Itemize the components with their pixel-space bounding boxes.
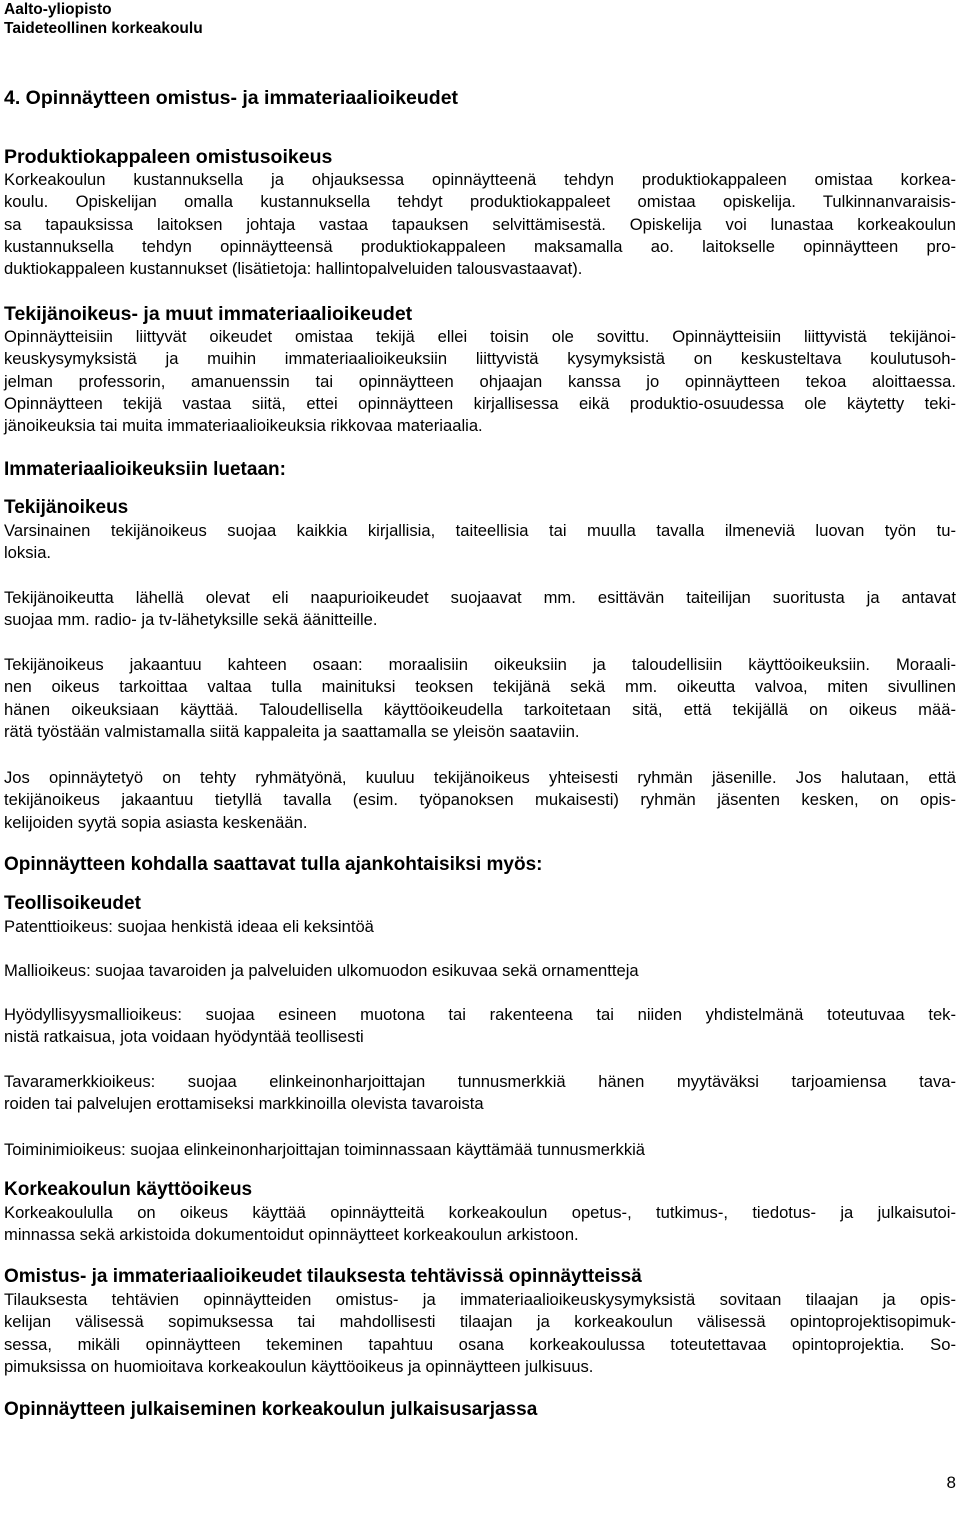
section-block-industrial-rights	[4, 892, 956, 938]
paragraph-line: jänoikeuksia tai muita immateriaalioikeuksia rikkovaa materiaalia.	[4, 416, 483, 436]
paragraph-design-right	[4, 960, 956, 982]
paragraph-line: Korkeakoululla on oikeus käyttää opinnäytteitä korkeakoulun opetus-, tutkimus-, tiedotus- ja julkaisutoi-	[4, 1203, 956, 1222]
paragraph-line: sessa, mikäli opinnäytteen tekeminen tapahtuu osana korkeakoulussa toteutettavaa opintoprojektia. So-	[4, 1334, 956, 1354]
paragraph-line: koulu. Opiskelijan omalla kustannuksella tehdyt produktiokappaleet omistaa opiskelija. Tulkinnanvaraisis-	[4, 192, 956, 212]
paragraph-line: kelijoiden syytä sopia asiasta keskenään.	[4, 812, 308, 832]
paragraph-moral-rights	[4, 654, 956, 743]
section-title: 4. Opinnäytteen omistus- ja immateriaalioikeudet	[4, 87, 459, 109]
block-heading: Produktiokappaleen omistusoikeus	[4, 146, 333, 168]
page-number: 8	[946, 1473, 956, 1492]
paragraph-utility-model	[4, 1004, 956, 1049]
paragraph-line: nistä ratkaisua, jota voidaan hyödyntää teollisesti	[4, 1027, 364, 1047]
paragraph-line: Opinnäytteisiin liittyvät oikeudet omistaa tekijä ellei toisin ole sovittu. Opinnäytteisiin liittyvistä tekijänoi-	[4, 327, 956, 346]
section-block-tekijanoikeus	[4, 496, 956, 565]
paragraph-line: kustannuksella tehdyn opinnäytteensä produktiokappaleen maksamalla ao. laitokselle opinnäytteen pro-	[4, 236, 956, 256]
paragraph-line: Tavaramerkkioikeus: suojaa elinkeinonharjoittajan tunnusmerkkiä hänen myytäväksi tarjoamiensa tava-	[4, 1072, 956, 1091]
paragraph-line: tekijänoikeus jakaantuu tietyllä tavalla (esim. työpanoksen mukaisesti) ryhmän jäsenten kesken, on opis-	[4, 790, 956, 810]
paragraph-line: Hyödyllisyysmallioikeus: suojaa esineen muotona tai rakenteena tai niiden yhdistelmänä toteutuvaa tek-	[4, 1005, 956, 1024]
paragraph-line: Korkeakoulun kustannuksella ja ohjauksessa opinnäytteenä tehdyn produktiokappaleen omistaa korkea-	[4, 170, 956, 189]
paragraph-line: roiden tai palvelujen erottamiseksi markkinoilla olevista tavaroista	[4, 1094, 484, 1114]
section-block-commissioned	[4, 1265, 956, 1378]
paragraph-line: minnassa sekä arkistoida dokumentoidut opinnäytteet korkeakoulun arkistoon.	[4, 1225, 579, 1245]
paragraph-line: kelijan välisessä sopimuksessa tai mahdollisesti tilaajan ja korkeakoulun välisessä opintoprojektisopimuk-	[4, 1312, 956, 1332]
block-heading: Tekijänoikeus- ja muut immateriaalioikeudet	[4, 303, 413, 325]
paragraph-line: pimuksissa on huomioitava korkeakoulun käyttöoikeus ja opinnäytteen julkisuus.	[4, 1356, 594, 1376]
block-heading: Korkeakoulun käyttöoikeus	[4, 1179, 253, 1200]
paragraph-trade-name	[4, 1139, 956, 1161]
block-heading-publishing: Opinnäytteen julkaiseminen korkeakoulun julkaisusarjassa	[4, 1399, 538, 1420]
header-institution: Aalto-yliopisto	[4, 1, 112, 18]
paragraph-line: rätä työstään valmistamalla siitä kappaleita ja saattamalla se yleisön saataviin.	[4, 721, 580, 741]
section-block-ownership	[4, 145, 956, 280]
paragraph-line: duktiokappaleen kustannukset (lisätietoja: hallintopalveluiden talousvastaavat).	[4, 259, 583, 279]
paragraph-group-work	[4, 767, 956, 834]
paragraph-line: Varsinainen tekijänoikeus suojaa kaikkia kirjallisia, taiteellisia tai muulla tavalla ilmeneviä luovan työn tu-	[4, 521, 956, 540]
paragraph-line: Jos opinnäytetyö on tehty ryhmätyönä, kuuluu tekijänoikeus yhteisesti ryhmän jäsenille. Jos halutaan, että	[4, 768, 956, 787]
paragraph-line: sa tapauksissa laitoksen johtaja vastaa tapauksen selvittämisestä. Opiskelija voi lunastaa korkeakoulun	[4, 214, 956, 234]
paragraph-line: suojaa mm. radio- ja tv-lähetyksille sekä äänitteille.	[4, 610, 378, 630]
paragraph-neighbouring-rights	[4, 587, 956, 632]
paragraph-line: Toiminimioikeus: suojaa elinkeinonharjoittajan toiminnassaan käyttämää tunnusmerkkiä	[4, 1140, 646, 1159]
section-block-copyright	[4, 302, 956, 437]
paragraph-line: Mallioikeus: suojaa tavaroiden ja palveluiden ulkomuodon esikuvaa sekä ornamentteja	[4, 961, 639, 980]
block-heading: Omistus- ja immateriaalioikeudet tilauksesta tehtävissä opinnäytteissä	[4, 1266, 642, 1287]
header-school: Taideteollinen korkeakoulu	[4, 20, 203, 37]
paragraph-trademark	[4, 1071, 956, 1116]
paragraph-line: hänen oikeuksiaan käyttää. Taloudellisella käyttöoikeudella tarkoitetaan sitä, että tekijällä on oikeus mää-	[4, 699, 956, 719]
paragraph-line: nen oikeus tarkoittaa valtaa tulla mainituksi teoksen tekijänä sekä mm. oikeutta valvoa, miten sivullinen	[4, 677, 956, 697]
paragraph-line: Tilauksesta tehtävien opinnäytteiden omistus- ja immateriaalioikeuskysymyksistä sovitaan tilaajan ja opis-	[4, 1290, 956, 1309]
paragraph-line: Tekijänoikeutta lähellä olevat eli naapurioikeudet suojaavat mm. esittävän taiteilijan suoritusta ja antavat	[4, 588, 956, 607]
page-header	[4, 0, 203, 38]
block-heading: Tekijänoikeus	[4, 497, 129, 518]
block-heading: Teollisoikeudet	[4, 893, 141, 914]
paragraph-line: loksia.	[4, 543, 52, 563]
paragraph-line: jelman professorin, amanuenssin tai opinnäytteen ohjaajan kanssa jo opinnäytteen tekoa aloittaessa.	[4, 371, 956, 391]
paragraph-line: Opinnäytteen tekijä vastaa siitä, ettei opinnäytteen kirjallisessa eikä produktio-osuudessa ole käytetty teki-	[4, 393, 956, 413]
section-block-usage-rights	[4, 1178, 956, 1247]
paragraph-line: keuskysymyksistä ja muihin immateriaalioikeuksiin liittyvistä kysymyksistä on keskusteltava koulutusoh-	[4, 349, 956, 369]
block-heading-ip-list: Immateriaalioikeuksiin luetaan:	[4, 459, 286, 480]
block-heading-also-relevant: Opinnäytteen kohdalla saattavat tulla ajankohtaisiksi myös:	[4, 854, 543, 875]
paragraph-line: Patenttioikeus: suojaa henkistä ideaa eli keksintöä	[4, 917, 374, 936]
paragraph-line: Tekijänoikeus jakaantuu kahteen osaan: moraalisiin oikeuksiin ja taloudellisiin käyttöoikeuksiin. Moraali-	[4, 655, 956, 674]
